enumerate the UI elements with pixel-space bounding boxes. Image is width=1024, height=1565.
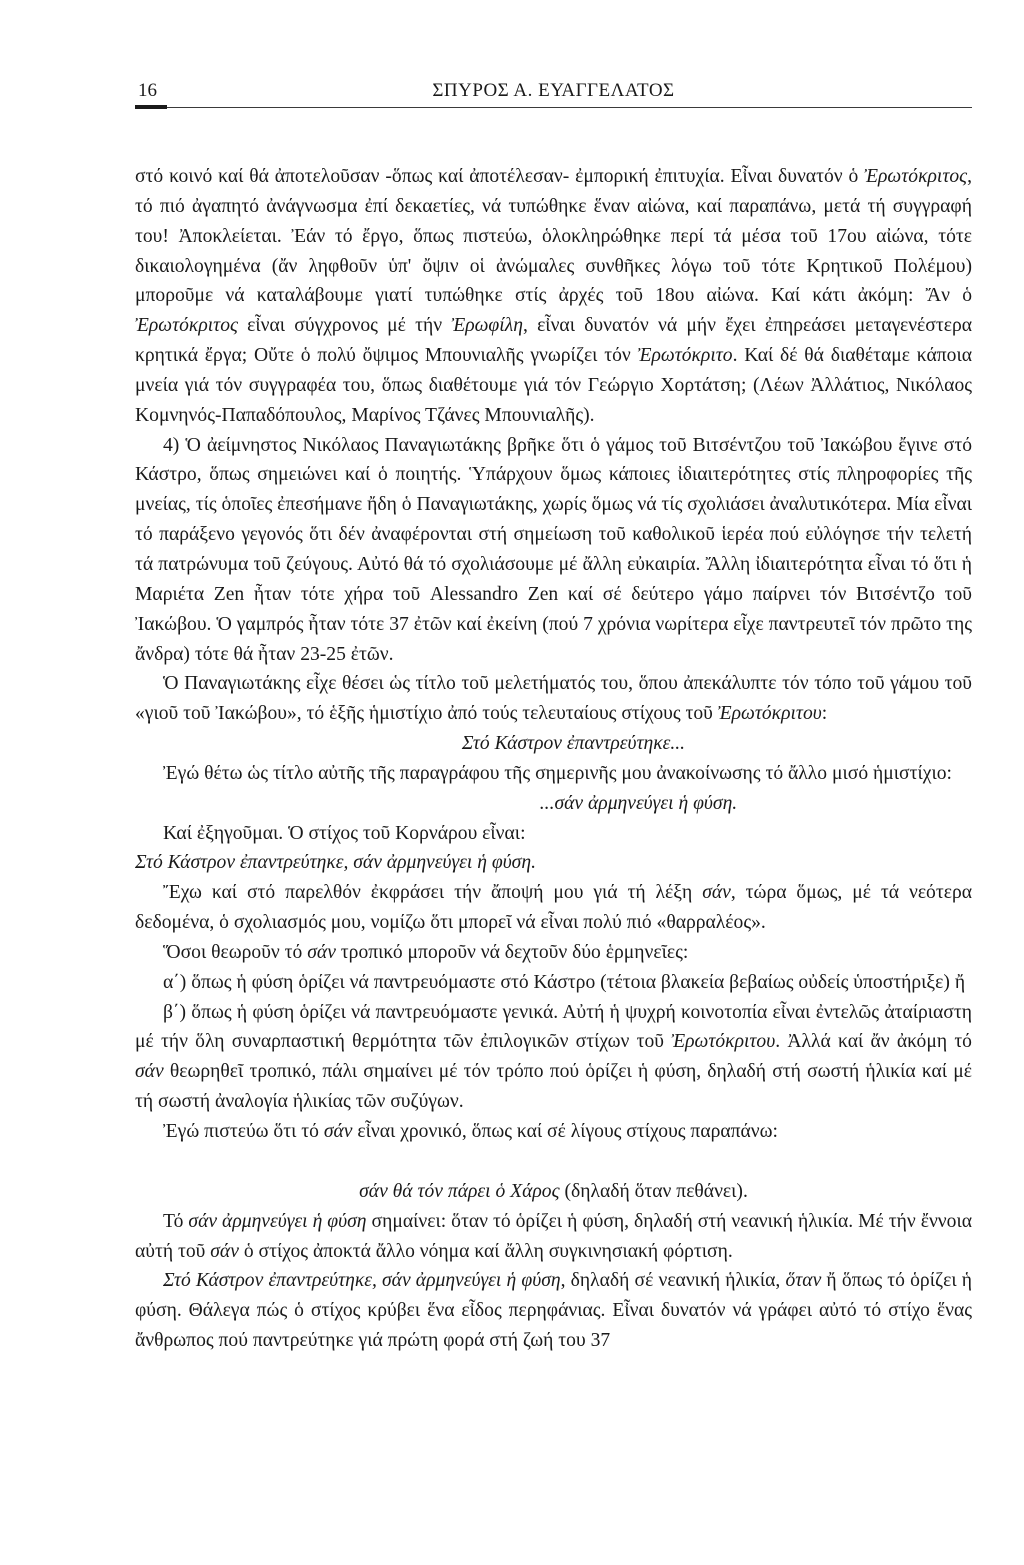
italic-title: Ἐρωφίλη: [451, 315, 523, 337]
paragraph-3: [135, 669, 972, 729]
paragraph-5: Καί ἐξηγοῦμαι. Ὁ στίχος τοῦ Κορνάρου εἶναι:: [163, 822, 526, 844]
text-run: Ἔχω καί στό παρελθόν ἐκφράσει τήν ἄποψή μου γιά τή λέξη: [163, 882, 703, 904]
text-run: β΄) ὅπως ἡ φύση ὁρίζει νά παντρευόμαστε γενικά. Αὐτή ἡ ψυχρή κοινοτοπία εἶναι ἐντελῶς ἀταίριαστη μέ τήν ὅλη συναρπαστική θερμότητα τῶν ἐπιλογικῶν στίχων τοῦ: [135, 1001, 972, 1053]
page-number: 16: [138, 80, 157, 101]
text-run: Ὅσοι θεωροῦν τό: [163, 941, 308, 963]
text-run: (δηλαδή ὅταν πεθάνει).: [559, 1180, 748, 1202]
italic-verse: Στό Κάστρον ἐπαντρεύτηκε, σάν ἀρμηνεύγει ἡ φύση: [163, 1270, 561, 1292]
paragraph-8: α΄) ὅπως ἡ φύση ὁρίζει νά παντρευόμαστε στό Κάστρο (τέτοια βλακεία βεβαίως οὐδείς ὑποστήριξε) ἤ: [163, 971, 966, 993]
text-run: Ἐγώ πιστεύω ὅτι τό: [163, 1121, 324, 1142]
italic-word: ὅταν: [785, 1270, 822, 1292]
text-run: Τό: [163, 1210, 189, 1232]
text-run: εἶναι χρονικό, ὅπως καί σέ λίγους στίχους παραπάνω:: [352, 1121, 778, 1142]
italic-word: σάν: [702, 882, 731, 904]
paragraph-6: [135, 878, 972, 938]
text-run: , τώρα ὅμως, μέ τά νεότερα δεδομένα, ὁ σχολιασμός μου, νομίζω ὅτι μπορεῖ νά εἶναι πολύ πιό «θαρραλέος».: [135, 882, 972, 934]
verse-quote-2: ...σάν ἀρμηνεύγει ἡ φύση.: [539, 792, 738, 814]
italic-word: σάν: [323, 1121, 353, 1142]
text-run: :: [821, 703, 828, 725]
italic-word: σάν: [210, 1240, 239, 1262]
italic-verse: σάν θά τόν πάρει ὁ Χάρος: [359, 1180, 560, 1202]
text-run: σημαίνει: ὅταν τό ὁρίζει ἡ φύση, δηλαδή στή νεανική ἡλικία. Μέ τήν ἔννοια αὐτή τοῦ: [135, 1210, 972, 1262]
italic-title: Ἐρωτόκριτου: [717, 703, 822, 725]
header-rule-accent: [135, 105, 167, 109]
text-run: ὁ στίχος ἀποκτά ἄλλο νόημα καί ἄλλη συγκινησιακή φόρτιση.: [238, 1240, 733, 1262]
text-run: θεωρηθεῖ τροπικό, πάλι σημαίνει μέ τόν τρόπο πού ὁρίζει ἡ φύση, δηλαδή στή σωστή ἡλικία καί μέ τή σωστή ἀναλογία ἡλικίας τῶν συζύγων.: [135, 1061, 972, 1113]
text-run: τροπικό μποροῦν νά δεχτοῦν δύο ἑρμηνεῖες:: [335, 941, 689, 963]
paragraph-7: [135, 938, 972, 968]
italic-word: σάν: [135, 1061, 164, 1083]
paragraph-4: Ἐγώ θέτω ὡς τίτλο αὐτῆς τῆς παραγράφου τῆς σημερινῆς μου ἀνακοίνωσης τό ἄλλο μισό ἡμιστίχιο:: [163, 762, 952, 784]
italic-title: Ἐρωτόκριτου: [671, 1031, 776, 1053]
text-run: , τό πιό ἀγαπητό ἀνάγνωσμα ἐπί δεκαετίες, νά τυπώθηκε ἕναν αἰώνα, καί παραπάνω, μετά τή συγγραφή του! Ἀποκλείεται. Ἐάν τό ἔργο, ὅπως πιστεύω, ὁλοκληρώθηκε περί τά μέσα τοῦ 17ου αἰώνα, τότε δικαιολογημένα (ἄν ληφθοῦν ὑπ' ὄψιν οἱ ἀνώμαλες συνθῆκες λόγω τοῦ τότε Κρητικοῦ Πολέμου) μποροῦμε νά καταλάβουμε γιατί τυπώθηκε στίς ἀρχές τοῦ 18ου αἰώνα. Καί κάτι ἀκόμη: Ἄν ὁ: [135, 166, 972, 307]
book-page: [135, 0, 972, 1565]
paragraph-12: [135, 1266, 972, 1356]
paragraph-10: [135, 1117, 972, 1147]
text-run: , δηλαδή σέ νεανική ἡλικία,: [560, 1270, 786, 1292]
body-text: [135, 162, 972, 1356]
running-head-author: ΣΠΥΡΟΣ Α. ΕΥΑΓΓΕΛΑΤΟΣ: [432, 80, 675, 101]
text-run: στό κοινό καί θά ἀποτελοῦσαν -ὅπως καί ἀποτέλεσαν- ἐμπορική ἐπιτυχία. Εἶναι δυνατόν ὁ: [135, 166, 865, 187]
header-rule: [135, 107, 972, 108]
italic-title: Ἐρωτόκριτος: [135, 315, 238, 337]
paragraph-9: [135, 998, 972, 1117]
paragraph-1: [135, 162, 972, 431]
italic-phrase: σάν ἀρμηνεύγει ἡ φύση: [188, 1210, 367, 1232]
text-run: , εἶναι δυνατόν νά μήν ἔχει ἐπηρεάσει μεταγενέστερα κρητικά ἔργα; Οὔτε ὁ πολύ ὄψιμος Μπουνιαλῆς γνωρίζει τόν: [135, 315, 972, 367]
verse-quote-3: Στό Κάστρον ἐπαντρεύτηκε, σάν ἀρμηνεύγει ἡ φύση.: [135, 852, 536, 874]
italic-title: Ἐρωτόκριτο: [637, 345, 733, 367]
paragraph-11: [135, 1207, 972, 1267]
verse-quote-4: [135, 1177, 972, 1207]
text-run: . Καί δέ θά διαθέταμε κάποια μνεία γιά τόν συγγραφέα του, ὅπως διαθέτουμε γιά τόν Γεώργιο Χορτάτση; (Λέων Ἀλλάτιος, Νικόλαος Κομνηνός-Παπαδόπουλος, Μαρίνος Τζάνες Μπουνιαλῆς).: [135, 345, 972, 426]
text-run: . Ἀλλά καί ἄν ἀκόμη τό: [775, 1031, 972, 1053]
text-run: εἶναι σύγχρονος μέ τήν: [237, 315, 452, 337]
text-run: Ὁ Παναγιωτάκης εἶχε θέσει ὡς τίτλο τοῦ μελετήματός του, ὅπου ἀπεκάλυπτε τόν τόπο τοῦ γάμου τοῦ «γιοῦ τοῦ Ἰακώβου», τό ἑξῆς ἡμιστίχιο ἀπό τούς τελευταίους στίχους τοῦ: [135, 673, 972, 725]
verse-spacer: [135, 1147, 972, 1177]
text-run: ἤ ὅπως τό ὁρίζει ἡ φύση. Θάλεγα πώς ὁ στίχος κρύβει ἕνα εἶδος περηφάνιας. Εἶναι δυνατόν νά γράφει αὐτό τό στίχο ἕνας ἄνθρωπος πού παντρεύτηκε γιά πρώτη φορά στή ζωή του 37: [135, 1270, 972, 1352]
verse-quote-1: Στό Κάστρον ἐπαντρεύτηκε...: [461, 733, 686, 755]
paragraph-2: 4) Ὁ ἀείμνηστος Νικόλαος Παναγιωτάκης βρῆκε ὅτι ὁ γάμος τοῦ Βιτσέντζου τοῦ Ἰακώβου ἔγινε στό Κάστρο, ὅπως σημειώνει καί ὁ ποιητής. Ὑπάρχουν ὅμως κάποιες ἰδιαιτερότητες στίς πληροφορίες τῆς μνείας, τίς ὁποῖες ἐπεσήμανε ἤδη ὁ Παναγιωτάκης, χωρίς ὅμως νά τίς σχολιάσει ἀναλυτικότερα. Μία εἶναι τό παράξενο γεγονός ὅτι δέν ἀναφέρονται στή σημείωση τοῦ καθολικοῦ ἱερέα πού εὐλόγησε τήν τελετή τά πατρώνυμα τοῦ ζεύγους. Αὐτό θά τό σχολιάσουμε μέ ἄλλη εὐκαιρία. Ἄλλη ἰδιαιτερότητα εἶναι τό ὅτι ἡ Μαριέτα Zen ἦταν τότε χήρα τοῦ Alessandro Zen καί σέ δεύτερο γάμο παίρνει τόν Βιτσέντζο τοῦ Ἰακώβου. Ὁ γαμπρός ἦταν τότε 37 ἐτῶν καί ἐκείνη (πού 7 χρόνια νωρίτερα εἶχε παντρευτεῖ τόν πρῶτο της ἄνδρα) τότε θά ἦταν 23-25 ἐτῶν.: [135, 434, 972, 665]
italic-word: σάν: [307, 941, 336, 963]
italic-title: Ἐρωτόκριτος: [864, 166, 968, 187]
running-header: [135, 80, 972, 110]
